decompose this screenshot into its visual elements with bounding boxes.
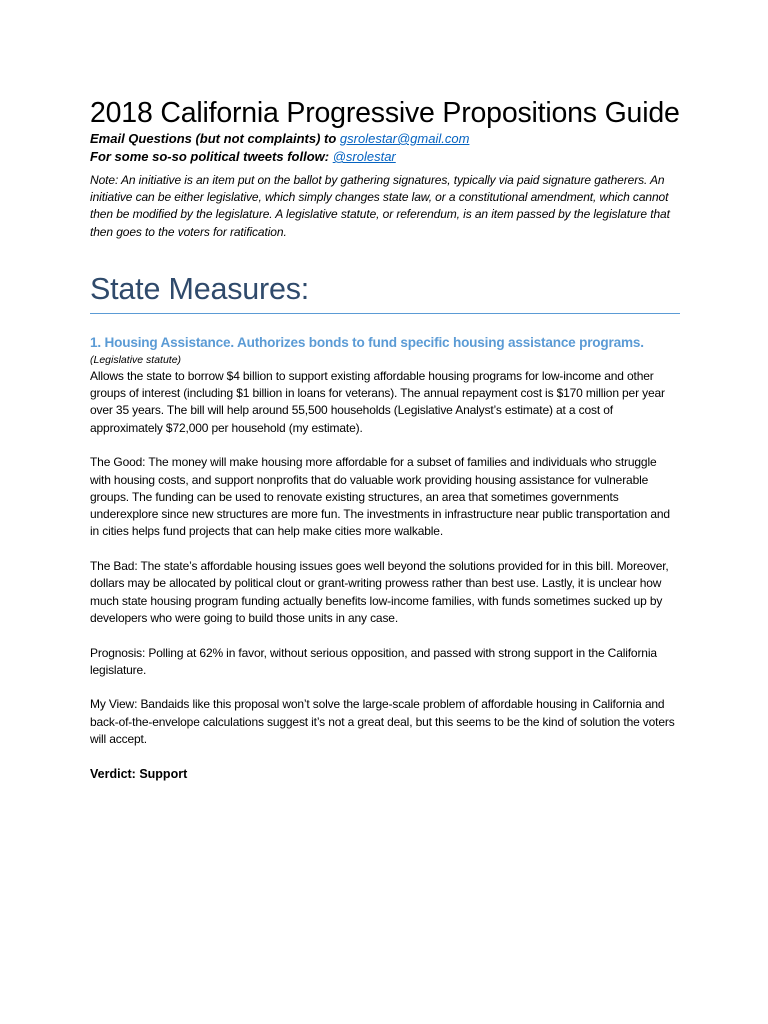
- measure-heading: 1. Housing Assistance. Authorizes bonds to fund specific housing assistance programs.: [90, 334, 644, 350]
- measure-view: My View: Bandaids like this proposal won’t solve the large-scale problem of affordable housing in California and back-of-the-envelope calculations suggest it’s not a great deal, but this seems to be the kind of solution the voters will accept.: [90, 697, 675, 747]
- paragraph-spacer: [90, 748, 680, 765]
- email-prefix: Email Questions (but not complaints) to: [90, 131, 340, 146]
- paragraph-spacer: [90, 437, 680, 454]
- section-heading: State Measures:: [90, 271, 680, 314]
- paragraph-spacer: [90, 627, 680, 644]
- paragraph-spacer: [90, 679, 680, 696]
- twitter-prefix: For some so-so political tweets follow:: [90, 149, 333, 164]
- email-line: [90, 130, 680, 148]
- note-paragraph: Note: An initiative is an item put on the ballot by gathering signatures, typically via paid signature gatherers. An initiative can be either legislative, which simply changes state law, or a constitutional amendment, which cannot then be modified by the legislature. A legislative statute, or referendum, is an item passed by the legislature that then goes to the voters for ratification.: [90, 173, 670, 239]
- paragraph-spacer: [90, 541, 680, 558]
- document-page: [90, 96, 680, 783]
- measure-bad: The Bad: The state’s affordable housing issues goes well beyond the solutions provided for in this bill. Moreover, dollars may be allocated by political clout or grant-writing prowess rather than best use. Lastly, it is unclear how much state housing program funding actually benefits low-income families, with funds sometimes sucked up by developers who were going to build those units in any case.: [90, 559, 669, 625]
- measure-prognosis: Prognosis: Polling at 62% in favor, without serious opposition, and passed with strong support in the California legislature.: [90, 645, 657, 677]
- document-title: 2018 California Progressive Propositions Guide: [90, 97, 680, 129]
- twitter-line: [90, 148, 680, 166]
- measure-good: The Good: The money will make housing more affordable for a subset of families and individuals who struggle with housing costs, and support nonprofits that do valuable work providing housing assistance for vulnerable groups. The funding can be used to renovate existing structures, an area that sometimes governments underexplore since new structures are more fun. The investments in infrastructure near public transportation and in cities helps fund projects that can help make cities more walkable.: [90, 455, 670, 539]
- measure-type: (Legislative statute): [90, 353, 182, 366]
- measure-verdict: Verdict: Support: [90, 766, 188, 781]
- measure-summary: Allows the state to borrow $4 billion to support existing affordable housing programs for low-income and other groups of interest (including $1 billion in loans for veterans). The annual repayment cost is $170 million per year over 35 years. The bill will help around 55,500 households (Legislative Analyst’s estimate) at a cost of approximately $72,000 per household (my estimate).: [90, 368, 665, 435]
- email-link[interactable]: gsrolestar@gmail.com: [339, 131, 470, 146]
- twitter-link[interactable]: @srolestar: [332, 149, 396, 164]
